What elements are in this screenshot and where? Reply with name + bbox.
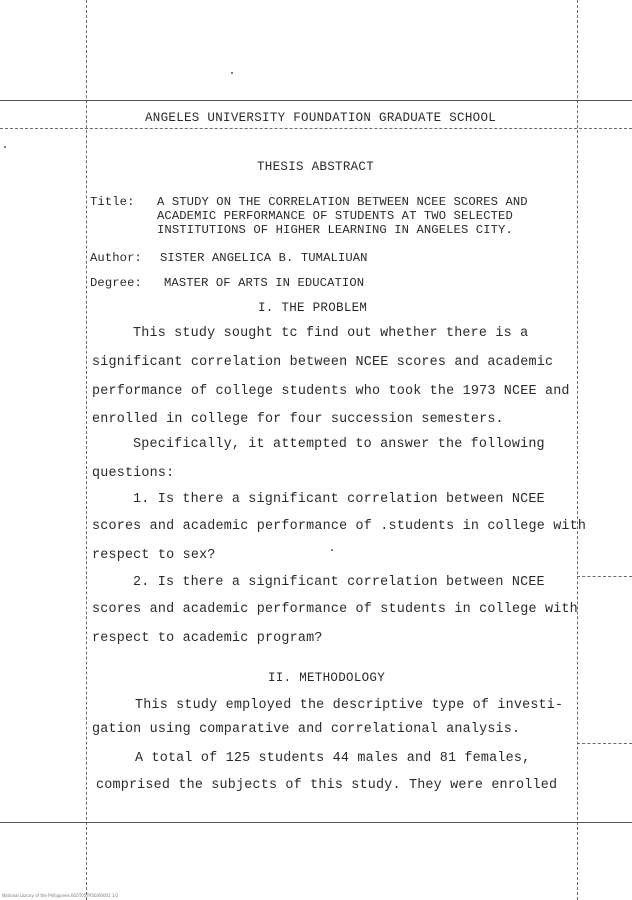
scan-speck bbox=[4, 146, 6, 148]
question-line: scores and academic performance of .students in college with bbox=[92, 519, 587, 534]
problem-paragraph-line: questions: bbox=[92, 466, 175, 481]
right-margin-dash-2 bbox=[577, 743, 632, 744]
top-rule-line bbox=[0, 100, 632, 101]
problem-paragraph-line: significant correlation between NCEE scores and academic bbox=[92, 355, 554, 370]
title-line: INSTITUTIONS OF HIGHER LEARNING IN ANGELES CITY. bbox=[157, 223, 513, 237]
methodology-paragraph-line: gation using comparative and correlational analysis. bbox=[92, 722, 521, 737]
methodology-paragraph-line: This study employed the descriptive type of investi- bbox=[135, 698, 564, 713]
right-margin-dash bbox=[577, 576, 632, 577]
question-line: respect to sex? bbox=[92, 548, 216, 563]
question-line: 1. Is there a significant correlation between NCEE bbox=[133, 492, 545, 507]
author-label: Author: bbox=[90, 251, 142, 265]
title-line: A STUDY ON THE CORRELATION BETWEEN NCEE SCORES AND bbox=[157, 195, 528, 209]
school-header: ANGELES UNIVERSITY FOUNDATION GRADUATE SCHOOL bbox=[145, 111, 497, 125]
question-line: 2. Is there a significant correlation between NCEE bbox=[133, 575, 545, 590]
archive-footer-note: National Library of the Philippines B10T057950/00001 1/2 bbox=[2, 893, 119, 898]
methodology-heading: II. METHODOLOGY bbox=[268, 671, 386, 685]
left-frame-line bbox=[86, 0, 87, 900]
right-frame-line bbox=[577, 0, 578, 900]
problem-paragraph-line: performance of college students who took the 1973 NCEE and bbox=[92, 384, 570, 399]
problem-paragraph-line: Specifically, it attempted to answer the following bbox=[133, 437, 545, 452]
problem-paragraph-line: This study sought tc find out whether there is a bbox=[133, 326, 529, 341]
scan-speck bbox=[331, 549, 333, 551]
degree-value: MASTER OF ARTS IN EDUCATION bbox=[164, 276, 365, 290]
degree-label: Degree: bbox=[90, 276, 142, 290]
title-label: Title: bbox=[90, 195, 135, 209]
question-line: respect to academic program? bbox=[92, 631, 323, 646]
methodology-paragraph-line: comprised the subjects of this study. They were enrolled bbox=[96, 778, 558, 793]
author-value: SISTER ANGELICA B. TUMALIUAN bbox=[160, 251, 368, 265]
header-underline bbox=[0, 128, 632, 129]
bottom-rule-line bbox=[0, 822, 632, 823]
problem-heading: I. THE PROBLEM bbox=[258, 301, 368, 315]
title-line: ACADEMIC PERFORMANCE OF STUDENTS AT TWO SELECTED bbox=[157, 209, 513, 223]
question-line: scores and academic performance of students in college with bbox=[92, 602, 578, 617]
problem-paragraph-line: enrolled in college for four succession semesters. bbox=[92, 412, 504, 427]
abstract-heading: THESIS ABSTRACT bbox=[257, 160, 375, 174]
scan-speck bbox=[231, 72, 233, 74]
methodology-paragraph-line: A total of 125 students 44 males and 81 females, bbox=[135, 751, 531, 766]
